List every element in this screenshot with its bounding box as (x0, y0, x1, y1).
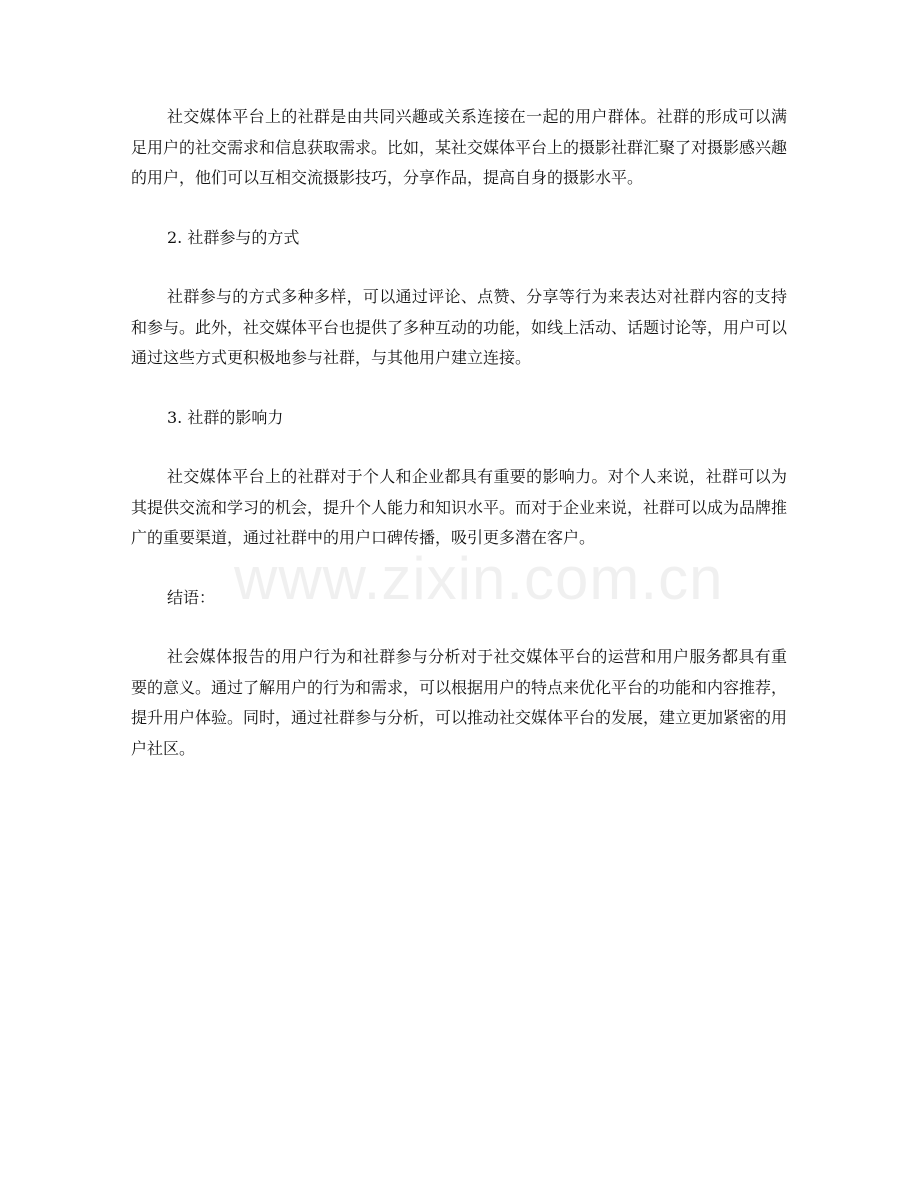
paragraph-conclusion: 社会媒体报告的用户行为和社群参与分析对于社交媒体平台的运营和用户服务都具有重要的意义。通过了解用户的行为和需求，可以根据用户的特点来优化平台的功能和内容推荐，提升用户体验。同时，通过社群参与分析，可以推动社交媒体平台的发展，建立更加紧密的用户社区。 (131, 647, 788, 758)
paragraph-influence: 社交媒体平台上的社群对于个人和企业都具有重要的影响力。对个人来说，社群可以为其提供交流和学习的机会，提升个人能力和知识水平。而对于企业来说，社群可以成为品牌推广的重要渠道，通过社群中的用户口碑传播，吸引更多潜在客户。 (131, 467, 788, 547)
section-heading-conclusion: 结语： (167, 587, 216, 607)
paragraph-community-definition: 社交媒体平台上的社群是由共同兴趣或关系连接在一起的用户群体。社群的形成可以满足用户的社交需求和信息获取需求。比如，某社交媒体平台上的摄影社群汇聚了对摄影感兴趣的用户，他们可以互相交流摄影技巧，分享作品，提高自身的摄影水平。 (131, 107, 788, 187)
document-body (131, 102, 787, 793)
watermark: www.zixin.com.cn (234, 545, 724, 612)
paragraph-participation: 社群参与的方式多种多样，可以通过评论、点赞、分享等行为来表达对社群内容的支持和参与。此外，社交媒体平台也提供了多种互动的功能，如线上活动、话题讨论等，用户可以通过这些方式更积极地参与社群，与其他用户建立连接。 (131, 287, 788, 367)
section-heading-influence: 3. 社群的影响力 (167, 407, 284, 427)
section-heading-participation: 2. 社群参与的方式 (167, 227, 300, 247)
